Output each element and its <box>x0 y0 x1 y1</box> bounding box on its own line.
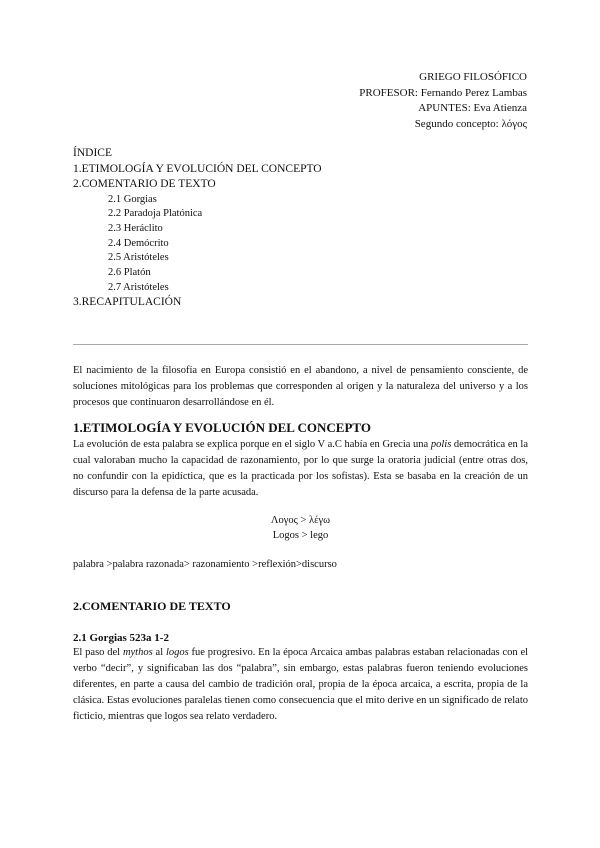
section1-text-a: La evolución de esta palabra se explica porque en el siglo V a.C había en Grecia una <box>73 439 431 450</box>
horizontal-divider <box>73 344 528 345</box>
index-item-comentario: 2.COMENTARIO DE TEXTO <box>73 178 216 190</box>
professor-line: PROFESOR: Fernando Perez Lambas <box>359 86 527 99</box>
index-subitem: 2.3 Heráclito <box>108 222 163 234</box>
logos-term: logos <box>165 647 189 658</box>
mythos-term: mythos <box>122 647 153 658</box>
index-subitem: 2.7 Aristóteles <box>108 281 169 293</box>
section1-text-b: democrática en la cual valoraban mucho la capacidad de razonamiento, por lo que surge la oratoria judicial (entre otras dos, no confundir con la epidíctica, que es la practicada por los sofistas). Esta se basaba en la creación de un discurso para la defensa de la parte acusada. <box>73 439 528 498</box>
table-of-contents <box>73 146 322 311</box>
section1-heading: 1.ETIMOLOGÍA Y EVOLUCIÓN DEL CONCEPTO <box>73 420 371 435</box>
etymology-latin: Logos > lego <box>272 530 329 541</box>
section2-heading: 2.COMENTARIO DE TEXTO <box>73 599 231 613</box>
section1-paragraph <box>73 437 528 501</box>
index-title: ÍNDICE <box>73 147 112 159</box>
meaning-chain: palabra >palabra razonada> razonamiento >reflexión>discurso <box>73 559 337 570</box>
document-header <box>359 70 527 132</box>
course-title: GRIEGO FILOSÓFICO <box>419 71 527 83</box>
notes-author-line: APUNTES: Eva Atienza <box>418 102 527 114</box>
gorgias-text-b: al <box>152 647 166 658</box>
etymology-greek: Λογος > λέγω <box>270 515 331 526</box>
index-subitem: 2.5 Aristóteles <box>108 252 169 264</box>
intro-paragraph: El nacimiento de la filosofía en Europa consistió en el abandono, a nivel de pensamiento consciente, de soluciones mitológicas para los problemas que corresponden al origen y la naturaleza del universo y a los procesos que continuaron desarrollándose en él. <box>73 365 528 408</box>
gorgias-text-c: fue progresivo. En la época Arcaica ambas palabras estaban relacionadas con el verbo “decir”, y significaban las dos “palabra”, sin embargo, estas palabras fueron teniendo evoluciones diferentes, en parte a causa del cambio de tradición oral, propia de la época arcaica, a escrita, propia de la clásica. Estas evoluciones paralelas tienen como consecuencia que el mito derive en un significado de relato ficticio, mientras que logos sea relato verdadero. <box>73 647 529 722</box>
index-subitem: 2.6 Platón <box>108 267 151 279</box>
gorgias-text-a: El paso del <box>73 647 123 658</box>
concept-line: Segundo concepto: λόγος <box>414 117 527 130</box>
index-item-recapitulacion: 3.RECAPITULACIÓN <box>73 296 182 309</box>
polis-term: polis <box>430 439 452 450</box>
index-subitem: 2.4 Demócrito <box>108 237 169 249</box>
gorgias-subheading: 2.1 Gorgias 523a 1-2 <box>73 632 169 644</box>
index-subitem: 2.2 Paradoja Platónica <box>108 208 203 220</box>
gorgias-paragraph <box>73 645 528 725</box>
index-subitem: 2.1 Gorgias <box>108 193 157 205</box>
index-item-etimologia: 1.ETIMOLOGÍA Y EVOLUCIÓN DEL CONCEPTO <box>73 162 322 175</box>
